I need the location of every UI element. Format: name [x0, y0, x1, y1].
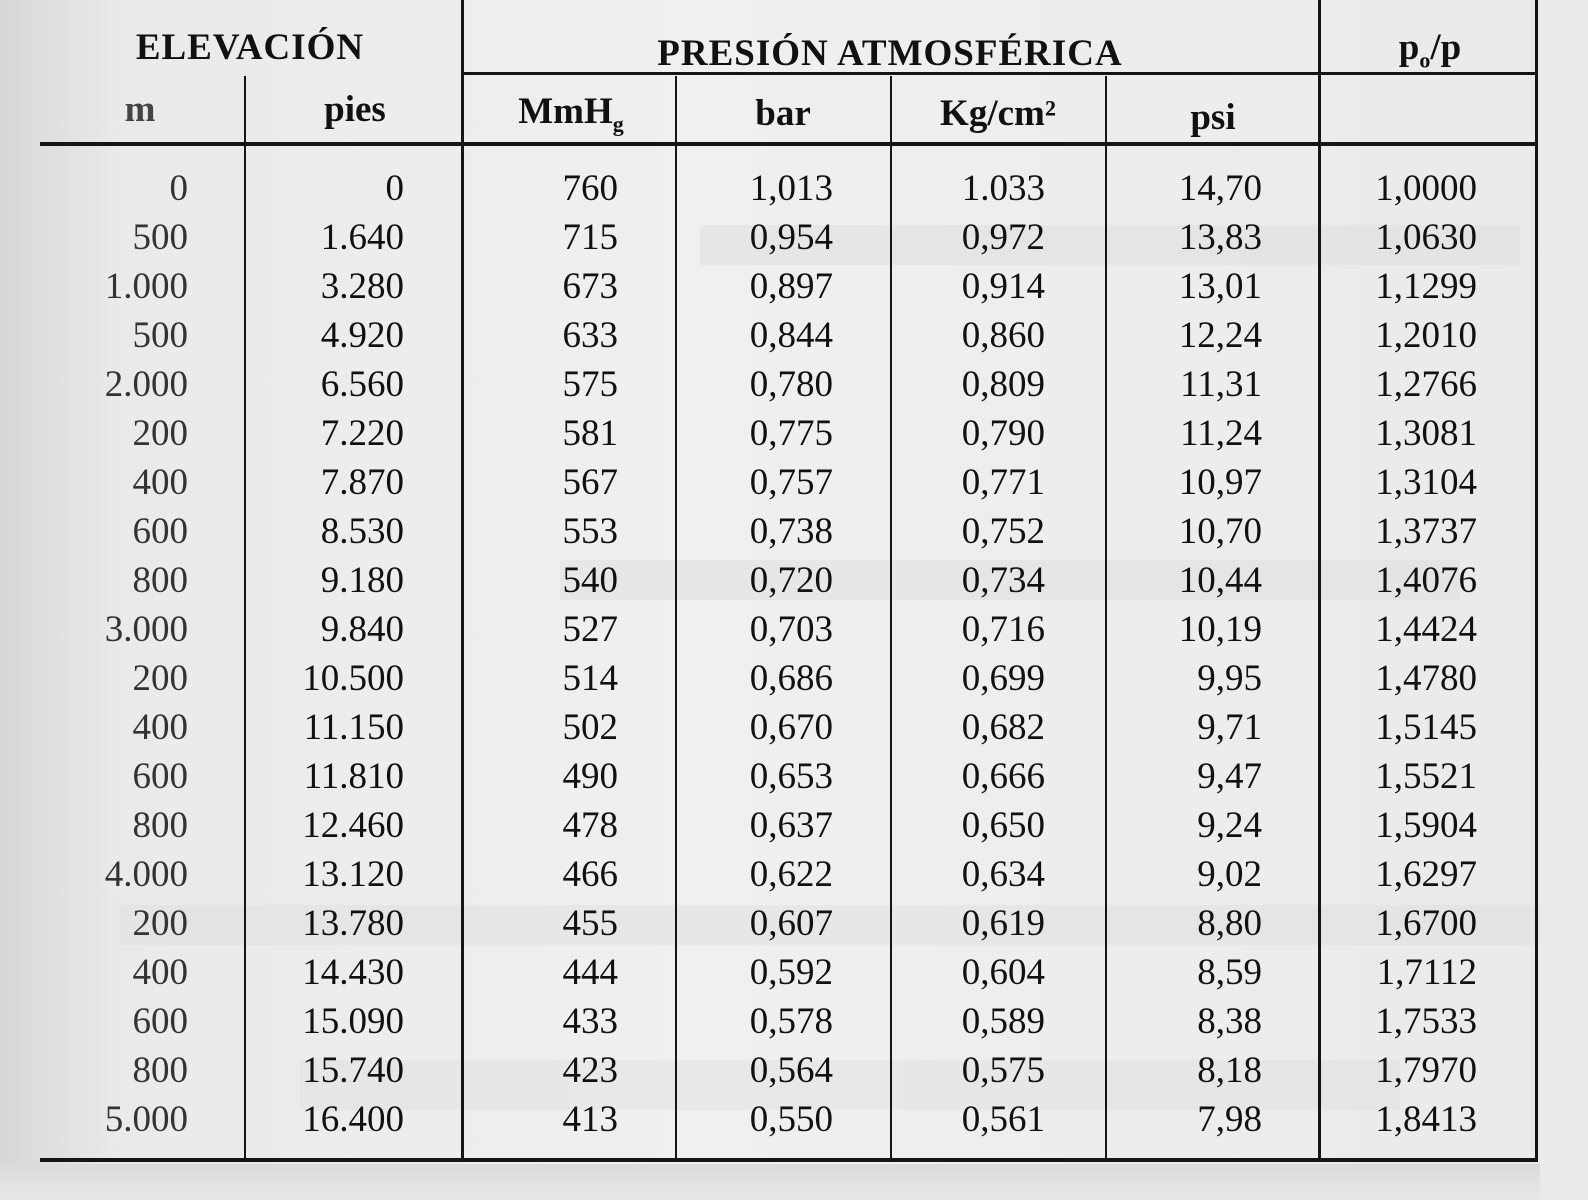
pressure-bar-cell: 0,592 [749, 952, 833, 993]
table-header-rule [40, 142, 1538, 146]
pressure-kgcm2-cell: 0,860 [961, 315, 1045, 356]
pressure-mmhg-cell: 567 [562, 462, 618, 503]
table-row [0, 948, 1588, 997]
pressure-mmhg-cell: 444 [562, 952, 618, 993]
elevation-m-cell: 200 [132, 413, 188, 454]
pressure-bar-cell: 0,653 [749, 756, 833, 797]
pressure-kgcm2-cell: 0,561 [961, 1099, 1045, 1140]
elevation-pies-cell: 3.280 [320, 266, 404, 307]
pressure-psi-cell: 10,44 [1178, 560, 1262, 601]
pressure-kgcm2-cell: 0,790 [961, 413, 1045, 454]
pressure-mmhg-cell: 514 [562, 658, 618, 699]
table-row [0, 164, 1588, 213]
pressure-psi-cell: 14,70 [1178, 168, 1262, 209]
pressure-kgcm2-cell: 0,634 [961, 854, 1045, 895]
pressure-mmhg-cell: 466 [562, 854, 618, 895]
elevation-m-cell: 800 [132, 560, 188, 601]
pressure-ratio-cell: 1,7533 [1375, 1001, 1477, 1042]
pressure-ratio-cell: 1,4424 [1375, 609, 1477, 650]
pressure-ratio-cell: 1,4076 [1375, 560, 1477, 601]
elevation-m-cell: 800 [132, 805, 188, 846]
pressure-bar-cell: 0,686 [749, 658, 833, 699]
pressure-ratio-cell: 1,2766 [1375, 364, 1477, 405]
pressure-psi-cell: 10,70 [1178, 511, 1262, 552]
elevation-m-cell: 600 [132, 756, 188, 797]
pressure-bar-cell: 0,954 [749, 217, 833, 258]
pressure-ratio-cell: 1,3104 [1375, 462, 1477, 503]
pressure-kgcm2-cell: 0,972 [961, 217, 1045, 258]
pressure-kgcm2-cell: 0,575 [961, 1050, 1045, 1091]
pressure-ratio-cell: 1,3737 [1375, 511, 1477, 552]
pressure-ratio-cell: 1,3081 [1375, 413, 1477, 454]
pressure-kgcm2-cell: 0,589 [961, 1001, 1045, 1042]
table-bottom-rule [40, 1158, 1538, 1162]
pressure-mmhg-cell: 478 [562, 805, 618, 846]
ratio-main: p [1398, 27, 1420, 68]
pressure-ratio-cell: 1,8413 [1375, 1099, 1477, 1140]
table-row [0, 556, 1588, 605]
header-mmhg [466, 90, 676, 137]
table-row [0, 213, 1588, 262]
elevation-m-cell: 1.000 [104, 266, 188, 307]
table-row [0, 1095, 1588, 1144]
elevation-pies-cell: 13.120 [302, 854, 404, 895]
elevation-m-cell: 600 [132, 511, 188, 552]
pressure-bar-cell: 0,607 [749, 903, 833, 944]
elevation-pies-cell: 6.560 [320, 364, 404, 405]
pressure-psi-cell: 9,24 [1197, 805, 1262, 846]
elevation-m-cell: 200 [132, 658, 188, 699]
pressure-mmhg-cell: 581 [562, 413, 618, 454]
table-row [0, 703, 1588, 752]
pressure-kgcm2-cell: 0,734 [961, 560, 1045, 601]
pressure-mmhg-cell: 540 [562, 560, 618, 601]
pressure-mmhg-cell: 433 [562, 1001, 618, 1042]
pressure-mmhg-cell: 575 [562, 364, 618, 405]
pressure-bar-cell: 1,013 [749, 168, 833, 209]
table-row [0, 605, 1588, 654]
elevation-pies-cell: 0 [385, 168, 404, 209]
pressure-bar-cell: 0,637 [749, 805, 833, 846]
pressure-psi-cell: 8,59 [1197, 952, 1262, 993]
pressure-kgcm2-cell: 0,699 [961, 658, 1045, 699]
pressure-ratio-cell: 1,6700 [1375, 903, 1477, 944]
header-m: m [124, 89, 156, 130]
table-row [0, 899, 1588, 948]
elevation-pies-cell: 16.400 [302, 1099, 404, 1140]
elevation-m-cell: 4.000 [104, 854, 188, 895]
header-presion-atmosferica: PRESIÓN ATMOSFÉRICA [657, 33, 1123, 74]
elevation-pies-cell: 10.500 [302, 658, 404, 699]
pressure-mmhg-cell: 455 [562, 903, 618, 944]
pressure-psi-cell: 9,02 [1197, 854, 1262, 895]
pressure-kgcm2-cell: 1.033 [961, 168, 1045, 209]
elevation-pies-cell: 13.780 [302, 903, 404, 944]
pressure-kgcm2-cell: 0,914 [961, 266, 1045, 307]
elevation-pies-cell: 9.840 [320, 609, 404, 650]
pressure-psi-cell: 12,24 [1178, 315, 1262, 356]
pressure-psi-cell: 9,95 [1197, 658, 1262, 699]
pressure-mmhg-cell: 413 [562, 1099, 618, 1140]
page-bottom-shadow [0, 1164, 1540, 1200]
pressure-kgcm2-cell: 0,650 [961, 805, 1045, 846]
pressure-bar-cell: 0,622 [749, 854, 833, 895]
pressure-ratio-cell: 1,5145 [1375, 707, 1477, 748]
pressure-kgcm2-cell: 0,771 [961, 462, 1045, 503]
table-row [0, 409, 1588, 458]
elevation-pies-cell: 1.640 [320, 217, 404, 258]
table-row [0, 850, 1588, 899]
elevation-pies-cell: 14.430 [302, 952, 404, 993]
table-row [0, 654, 1588, 703]
elevation-pies-cell: 9.180 [320, 560, 404, 601]
pressure-bar-cell: 0,780 [749, 364, 833, 405]
pressure-mmhg-cell: 715 [562, 217, 618, 258]
header-pressure-ratio [1325, 26, 1535, 73]
table-row [0, 360, 1588, 409]
elevation-m-cell: 5.000 [104, 1099, 188, 1140]
table-body [0, 164, 1588, 1144]
pressure-bar-cell: 0,703 [749, 609, 833, 650]
pressure-ratio-cell: 1,2010 [1375, 315, 1477, 356]
pressure-psi-cell: 7,98 [1197, 1099, 1262, 1140]
pressure-bar-cell: 0,578 [749, 1001, 833, 1042]
pressure-mmhg-cell: 423 [562, 1050, 618, 1091]
pressure-ratio-cell: 1,0630 [1375, 217, 1477, 258]
pressure-bar-cell: 0,738 [749, 511, 833, 552]
pressure-bar-cell: 0,564 [749, 1050, 833, 1091]
pressure-kgcm2-cell: 0,752 [961, 511, 1045, 552]
pressure-psi-cell: 11,31 [1180, 364, 1262, 405]
ratio-tail: /p [1430, 27, 1462, 68]
pressure-ratio-cell: 1,7112 [1376, 952, 1477, 993]
table-row [0, 311, 1588, 360]
elevation-pies-cell: 8.530 [320, 511, 404, 552]
ratio-subscript: o [1419, 47, 1431, 73]
table-row [0, 997, 1588, 1046]
pressure-kgcm2-cell: 0,666 [961, 756, 1045, 797]
elevation-m-cell: 3.000 [104, 609, 188, 650]
elevation-m-cell: 600 [132, 1001, 188, 1042]
elevation-m-cell: 500 [132, 315, 188, 356]
header-kgcm2: Kg/cm² [940, 93, 1056, 134]
pressure-mmhg-cell: 673 [562, 266, 618, 307]
elevation-m-cell: 400 [132, 707, 188, 748]
elevation-pies-cell: 12.460 [302, 805, 404, 846]
pressure-kgcm2-cell: 0,619 [961, 903, 1045, 944]
pressure-ratio-cell: 1,5521 [1375, 756, 1477, 797]
elevation-pies-cell: 7.870 [320, 462, 404, 503]
pressure-bar-cell: 0,844 [749, 315, 833, 356]
elevation-m-cell: 500 [132, 217, 188, 258]
pressure-psi-cell: 9,71 [1197, 707, 1262, 748]
pressure-psi-cell: 9,47 [1197, 756, 1262, 797]
pressure-bar-cell: 0,775 [749, 413, 833, 454]
pressure-psi-cell: 8,18 [1197, 1050, 1262, 1091]
elevation-pies-cell: 4.920 [320, 315, 404, 356]
elevation-pies-cell: 15.740 [302, 1050, 404, 1091]
elevation-m-cell: 0 [169, 168, 188, 209]
elevation-m-cell: 400 [132, 952, 188, 993]
pressure-bar-cell: 0,670 [749, 707, 833, 748]
pressure-ratio-cell: 1,5904 [1375, 805, 1477, 846]
pressure-psi-cell: 13,01 [1178, 266, 1262, 307]
pressure-ratio-cell: 1,1299 [1375, 266, 1477, 307]
pressure-mmhg-cell: 490 [562, 756, 618, 797]
pressure-bar-cell: 0,550 [749, 1099, 833, 1140]
pressure-psi-cell: 10,19 [1178, 609, 1262, 650]
pressure-psi-cell: 11,24 [1180, 413, 1262, 454]
pressure-psi-cell: 10,97 [1178, 462, 1262, 503]
pressure-mmhg-cell: 633 [562, 315, 618, 356]
header-psi: psi [1190, 97, 1236, 138]
table-row [0, 458, 1588, 507]
elevation-m-cell: 400 [132, 462, 188, 503]
pressure-ratio-cell: 1,7970 [1375, 1050, 1477, 1091]
table-row [0, 507, 1588, 556]
pressure-kgcm2-cell: 0,716 [961, 609, 1045, 650]
table-row [0, 262, 1588, 311]
elevation-pies-cell: 11.150 [303, 707, 404, 748]
pressure-bar-cell: 0,757 [749, 462, 833, 503]
table-row [0, 1046, 1588, 1095]
header-pies: pies [324, 89, 386, 130]
elevation-pies-cell: 15.090 [302, 1001, 404, 1042]
elevation-pies-cell: 11.810 [303, 756, 404, 797]
pressure-ratio-cell: 1,4780 [1375, 658, 1477, 699]
table-row [0, 801, 1588, 850]
pressure-bar-cell: 0,720 [749, 560, 833, 601]
mmhg-main: MmH [518, 91, 613, 132]
mmhg-subscript: g [612, 111, 624, 137]
pressure-mmhg-cell: 527 [562, 609, 618, 650]
pressure-ratio-cell: 1,6297 [1375, 854, 1477, 895]
pressure-kgcm2-cell: 0,682 [961, 707, 1045, 748]
elevation-m-cell: 200 [132, 903, 188, 944]
pressure-kgcm2-cell: 0,604 [961, 952, 1045, 993]
pressure-mmhg-cell: 502 [562, 707, 618, 748]
elevation-m-cell: 2.000 [104, 364, 188, 405]
elevation-m-cell: 800 [132, 1050, 188, 1091]
elevation-pies-cell: 7.220 [320, 413, 404, 454]
pressure-psi-cell: 13,83 [1178, 217, 1262, 258]
header-bar: bar [755, 93, 811, 134]
pressure-mmhg-cell: 553 [562, 511, 618, 552]
pressure-mmhg-cell: 760 [562, 168, 618, 209]
pressure-ratio-cell: 1,0000 [1375, 168, 1477, 209]
table-row [0, 752, 1588, 801]
pressure-psi-cell: 8,38 [1197, 1001, 1262, 1042]
pressure-psi-cell: 8,80 [1197, 903, 1262, 944]
pressure-bar-cell: 0,897 [749, 266, 833, 307]
header-elevacion: ELEVACIÓN [135, 27, 365, 68]
pressure-kgcm2-cell: 0,809 [961, 364, 1045, 405]
